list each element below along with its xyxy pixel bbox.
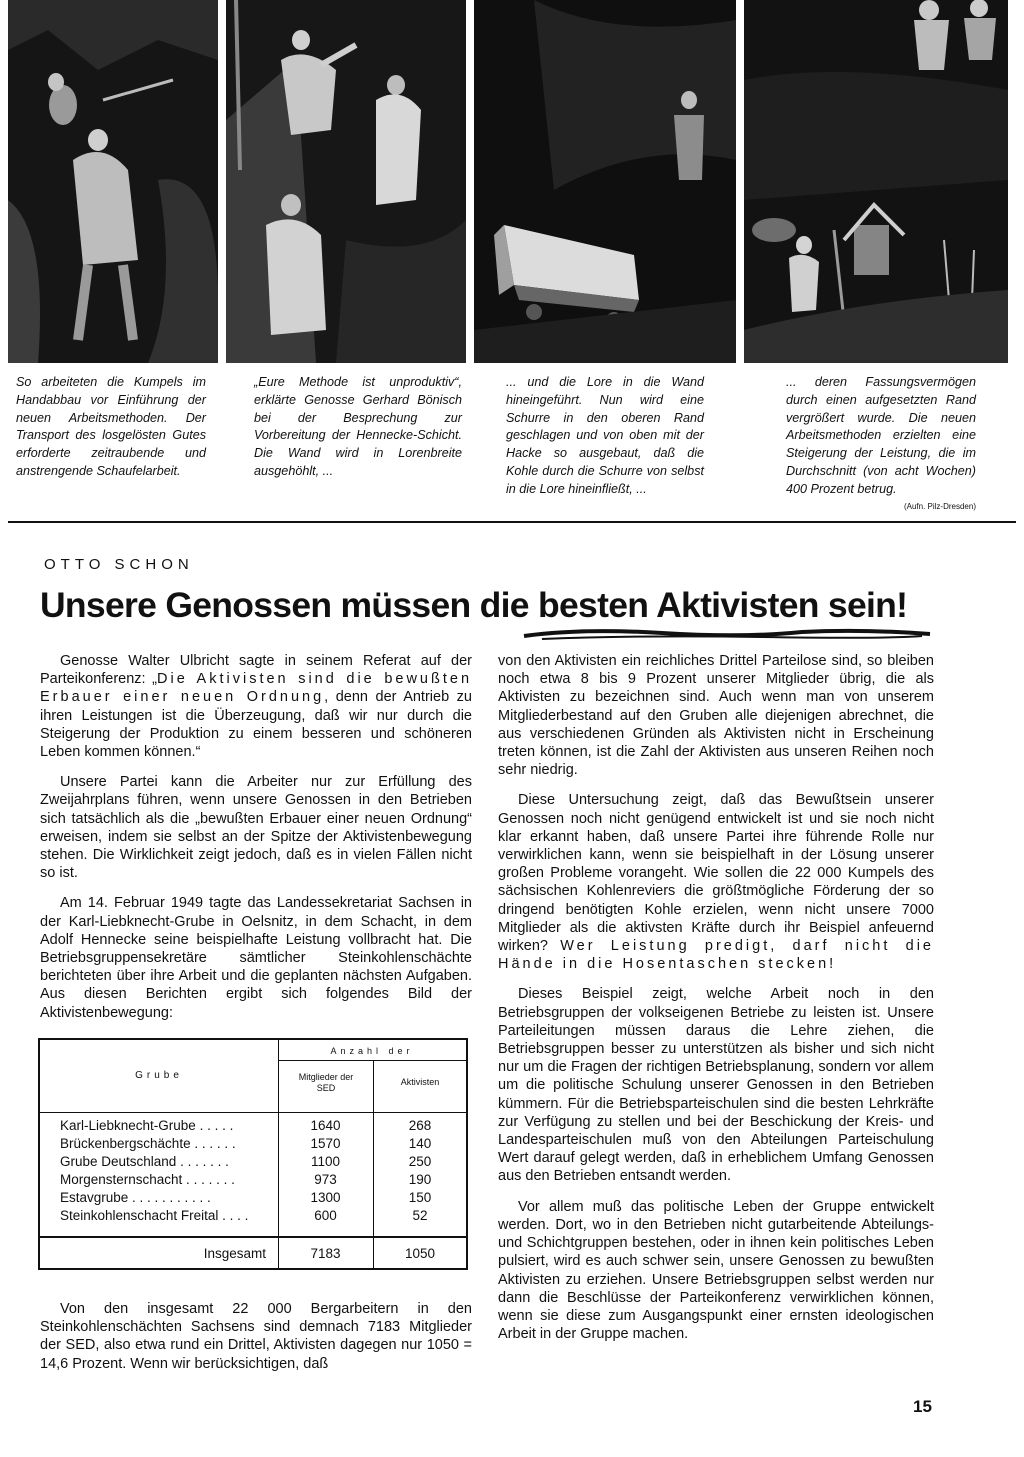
article-headline: Unsere Genossen müssen die besten Aktivisten sein! (40, 585, 908, 625)
table-total-mitglieder: 7183 (310, 1246, 341, 1261)
table-row-name: Grube Deutschland . . . . . . . (60, 1154, 229, 1169)
table-row-aktivisten: 150 (408, 1190, 432, 1205)
photo-lore (474, 0, 736, 363)
table-row-name: Morgensternschacht . . . . . . . (60, 1172, 235, 1187)
table-header-grube: Grube (135, 1070, 183, 1081)
paragraph: Dieses Beispiel zeigt, welche Arbeit noch in den Betriebsgruppen der volkseigenen Betriebe zu leisten ist. Unsere Parteileitungen müssen daraus die Lehre ziehen, die Betriebsgruppen besser zu unterstützen als bisher und sich nicht nur um die Fragen der richtigen Betriebsplanung, sondern vor allem um die politische Schulung unserer Genossen in den Betrieben kümmern. Für die Betriebsparteischulen sind die besten Lehrkräfte zur Verfügung zu stellen und bei der Beschickung der Kreis- und Landesparteischulen muß von den Abteilungen Parteischulung Wert darauf gelegt werden, daß in erheblichem Umfang Genossen aus den Betrieben entsandt werden. (498, 986, 934, 1185)
table-row-name: Steinkohlenschacht Freital . . . . (60, 1208, 249, 1223)
paragraph: Diese Untersuchung zeigt, daß das Bewußtsein unserer Genossen noch nicht genügend entwickelt ist und sie noch nicht klar erkannt haben, daß unsere Partei ihre führende Rolle nur verwirklichen kann, wenn sie beispielhaft in der Lösung unserer großen Probleme vorangeht. Wie sollen die 22 000 Kumpels des sächsischen Kohlenreviers die größtmögliche Förderung der so dringend benötigten Kohle erzielen, wenn nicht unsere 7000 Mitglieder als die aktivsten Kräfte durch ihr Beispiel anfeuernd wirken? Wer Leistung predigt, darf nicht die Hände in die Hosentaschen stecken! (498, 792, 935, 973)
article-column-left (40, 652, 472, 1034)
paragraph: Vor allem muß das politische Leben der Gruppe entwickelt werden. Dort, wo in den Betrieben nicht gutarbeitende Abteilungs- und Schichtgruppen bestehen, oder in ihnen kein politisches Leben pulsiert, wird es auch schwer sein, unsere Genossen zu bewußten Aktivisten zu erziehen. Unsere Betriebsgruppen selbst werden nur dann die Beschlüsse der Parteikonferenz verwirklichen können, wenn sie diese zum Ausgangspunkt einer ernsten ideologischen Arbeit in der Gruppe machen. (498, 1198, 934, 1343)
photo-caption-3: ... und die Lore in die Wand hineingeführt. Nun wird eine Schurre in den oberen Rand geschlagen und von oben mit der Hacke so ausgebaut, daß die Kohle durch die Schurre von selbst in die Lore hineinfließt, ... (506, 375, 704, 496)
photo-handabbau (8, 0, 218, 363)
photo-fassungsvermoegen (744, 0, 1008, 363)
table-row-mitglieder: 1300 (310, 1190, 341, 1205)
paragraph: Von den insgesamt 22 000 Bergarbeitern in den Steinkohlenschächten Sachsens sind demnach 7183 Mitglieder der SED, also etwa rund ein Drittel, Aktivisten dagegen nur 1050 = 14,6 Prozent. Wenn wir berücksichtigen, daß (40, 1301, 472, 1372)
table-header-group: Anzahl der (330, 1046, 414, 1056)
article-column-right (498, 652, 934, 1355)
paragraph: Unsere Partei kann die Arbeiter nur zur Erfüllung des Zweijahrplans führen, wenn unsere Genossen in den Betrieben sich tatsächlich als die „bewußten Erbauer einer neuen Ordnung“ erweisen, indem sie selbst an der Spitze der Aktivistenbewegung stehen. Die Wirklichkeit zeigt jedoch, daß es in vielen Fällen nicht so ist. (40, 774, 472, 882)
table-divider (278, 1060, 466, 1061)
table-row-aktivisten: 140 (408, 1136, 432, 1151)
photo-caption-1: So arbeiteten die Kumpels im Handabbau vor Einführung der neuen Arbeitsmethoden. Der Transport des losgelösten Gutes erforderte zeitraubende und anstrengende Schaufelarbeit. (16, 375, 206, 478)
table-header-mitglieder: Mitglieder der SED (298, 1072, 354, 1093)
paragraph: Genosse Walter Ulbricht sagte in seinem Referat auf der Parteikonferenz: „Die Aktivisten sind die bewußten Erbauer einer neuen Ordnung, denn der Antrieb zu ihren Leistungen ist die Überzeugung, daß wir nur durch die Steigerung der Produktion zu einem besseren und schöneren Leben kommen können.“ (40, 653, 473, 761)
aktivisten-table (38, 1038, 468, 1270)
table-row-aktivisten: 190 (408, 1172, 432, 1187)
paragraph: Am 14. Februar 1949 tagte das Landessekretariat Sachsen in der Karl-Liebknecht-Grube in Oelsnitz, in dem Schacht, in dem Adolf Hennecke seine beispielhafte Leistung vollbracht hat. Die Betriebsgruppensekretäre sämtlicher Steinkohlenschächte berichteten über ihre Arbeit und die geplanten nächsten Aufgaben. Aus diesen Berichten ergibt sich folgendes Bild der Aktivistenbewegung: (40, 895, 472, 1021)
table-row-name: Karl-Liebknecht-Grube . . . . . (60, 1118, 234, 1133)
article-author: OTTO SCHON (44, 556, 194, 573)
table-total-aktivisten: 1050 (404, 1246, 436, 1261)
table-row-mitglieder: 1100 (310, 1154, 341, 1169)
table-row-mitglieder: 973 (314, 1172, 337, 1187)
table-row-mitglieder: 600 (314, 1208, 337, 1223)
page-number: 15 (913, 1397, 932, 1416)
photo-credit: (Aufn. Pilz-Dresden) (903, 502, 976, 511)
table-header-aktivisten: Aktivisten (400, 1077, 440, 1087)
table-row-aktivisten: 52 (412, 1208, 428, 1223)
table-row-name: Estavgrube . . . . . . . . . . . (60, 1190, 211, 1205)
table-row-name: Brückenbergschächte . . . . . . (60, 1136, 236, 1151)
paragraph: von den Aktivisten ein reichliches Drittel Parteilose sind, so bleiben noch etwa 8 bis 9 Prozent unserer Mitglieder übrig, die als Aktivisten zu bezeichnen sind. Auch wenn man von unserem Mitgliederbestand auf den Gruben alle diejenigen abrechnet, die aus verschiedenen Gründen als Aktivisten nicht in Erscheinung treten können, ist die Zahl der Aktivisten aus unseren Reihen noch sehr niedrig. (498, 653, 934, 779)
photo-caption-4: ... deren Fassungsvermögen durch einen aufgesetzten Rand vergrößert wurde. Die neuen Arbeitsmethoden erzielten eine Steigerung der Leistung, die im Durchschnitt (von acht Wochen) 400 Prozent betrug. (786, 375, 976, 496)
table-total-label: Insgesamt (203, 1246, 266, 1261)
table-row-aktivisten: 268 (408, 1118, 432, 1133)
table-row-mitglieder: 1570 (310, 1136, 341, 1151)
table-row-mitglieder: 1640 (310, 1118, 341, 1133)
table-divider (40, 1112, 466, 1113)
section-divider (8, 521, 1016, 523)
photo-caption-2: „Eure Methode ist unproduktiv“, erklärte Genosse Gerhard Bönisch bei der Besprechung zur Vorbereitung der Hennecke-Schicht. Die Wand wird in Lorenbreite ausgehöhlt, ... (254, 375, 462, 478)
article-column-left-bottom (40, 1300, 472, 1385)
headline-underline-swash (522, 624, 932, 644)
table-divider (40, 1236, 466, 1238)
table-row-aktivisten: 250 (408, 1154, 432, 1169)
photo-besprechung (226, 0, 466, 363)
